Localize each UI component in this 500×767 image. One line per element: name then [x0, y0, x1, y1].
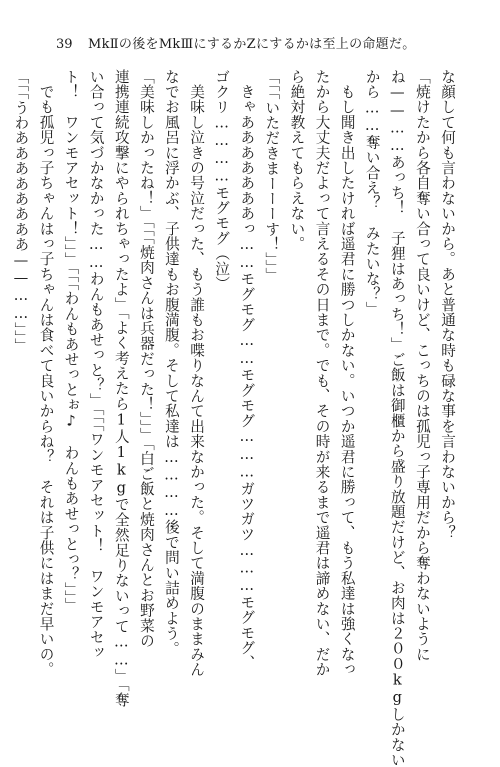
text-column: い合って気づかなかった……わんもあせっと？」「「「ワンモアセット！ ワンモアセッ	[87, 69, 105, 660]
text-column: きゃあああああああっ……モグモグ……モグモグ………ガツガツ………モグモグ、	[238, 69, 256, 671]
text-column: ら絶対教えてもらえない。	[288, 69, 306, 252]
text-column: ゴクリ…………モグモグ（泣）	[213, 69, 231, 292]
page-number: 39	[56, 37, 73, 52]
text-column: な顔して何も言わないから。あと普通な時も碌な事を言わないから？	[439, 69, 456, 541]
text-column: たから大丈夫だよって言えるその日まで。でも、その時が来るまで遥君は諦めない、だか	[313, 69, 331, 677]
running-title: MkⅡの後をMkⅢにするかZにするかは至上の命題だ。	[88, 37, 416, 52]
text-column: なでお風呂に浮かぶ、子供達もお腹満腹。そして私達は…………後で問い詰めよう。	[162, 69, 180, 657]
text-column: 美味し泣きの号泣だった、もう誰もお喋りなんて出来なかった。そして満腹のままみん	[188, 69, 206, 677]
text-column: 「美味しかったね！」「「「焼肉さんは兵器だった！」」」「白ご飯と焼肉さんとお野菜の	[137, 69, 155, 649]
text-column: でも孤児っ子ちゃんはっ子ちゃんは食べて良いからね？ それは子供にはまだ早いの。	[37, 69, 55, 677]
text-column: 「焼けたから各自奪い合って良いけど、こっちのは孤児っ子専用だから奪わないように	[413, 69, 431, 662]
text-column: 「「「いただきまーーーす！」」」	[263, 69, 281, 283]
vertical-text-body	[12, 69, 460, 767]
text-column: ね——……あっち！ 子狸はあっち！」ご飯は御櫃から盛り放題だけど、お肉は２００kgしかない	[388, 69, 406, 767]
text-column: から……奪い合え？ みたいな？」	[363, 69, 381, 317]
text-column: ト！ ワンモアセット！」」」「「「わんもあせっとぉ♪ わんもあせっとっ？」」」	[62, 69, 80, 614]
text-column: もし聞き出したければ遥君に勝つしかない。いつか遥君に勝って、もう私達は強くなっ	[338, 69, 356, 677]
text-column: 連携連続攻撃にやられちゃったよ」「よく考えたら1人1kgで全然足りないって……」「奪	[112, 69, 130, 708]
text-column: 「「「うわああああああああ——……」」」	[12, 69, 30, 354]
